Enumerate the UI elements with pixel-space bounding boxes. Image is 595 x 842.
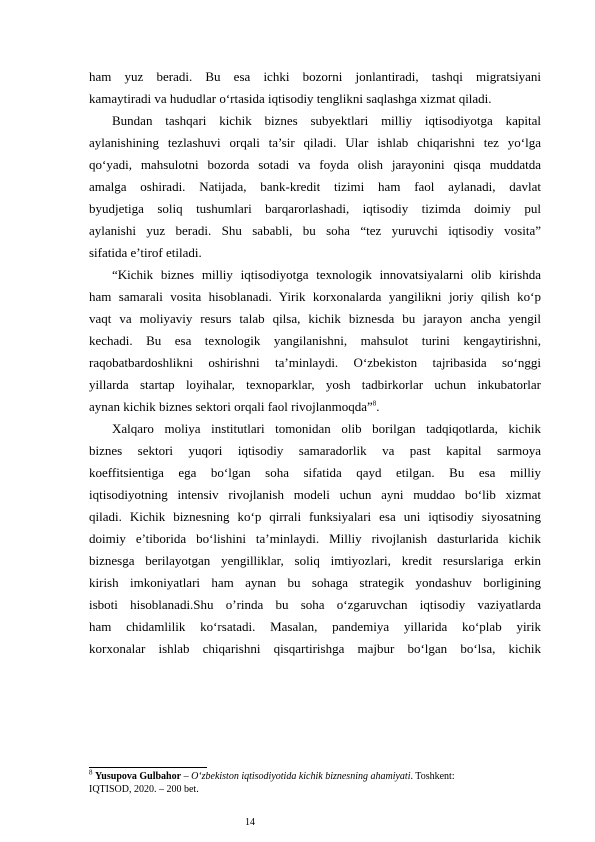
text-line: byudjetiga soliq tushumlari barqarorlashadi, iqtisodiy tizimda doimiy pul xyxy=(89,201,541,216)
text-line: “Kichik biznes milliy iqtisodiyotga texnologik innovatsiyalarni olib kirishda xyxy=(112,267,541,282)
text-line: raqobatbardoshlikni oshirishni ta’minlaydi. O‘zbekiston tajribasida so‘nggi xyxy=(89,355,541,370)
text-line: yillarda startap loyihalar, texnoparklar, yosh tadbirkorlar uchun inkubatorlar xyxy=(89,377,541,392)
text-line: korxonalar ishlab chiqarishni qisqartirishga majbur bo‘lgan bo‘lsa, kichik xyxy=(89,641,541,656)
text-line: ham yuz beradi. Bu esa ichki bozorni jonlantiradi, tashqi migratsiyani xyxy=(89,69,541,84)
text-line: koeffitsientiga ega bo‘lgan soha sifatida qayd etilgan. Bu esa milliy xyxy=(89,465,541,480)
text-line: Xalqaro moliya institutlari tomonidan olib borilgan tadqiqotlarda, kichik xyxy=(112,421,541,436)
text-line: Bundan tashqari kichik biznes subyektlari milliy iqtisodiyotga kapital xyxy=(112,113,541,128)
text-line: qo‘yadi, mahsulotni bozorda sotadi va foyda olish jarayonini qisqa muddatda xyxy=(89,157,541,172)
text-line: kamaytiradi va hududlar o‘rtasida iqtisodiy tenglikni saqlashga xizmat qiladi. xyxy=(89,91,492,106)
text-line: biznesga berilayotgan yengilliklar, soliq imtiyozlari, kredit resurslariga erkin xyxy=(89,553,541,568)
text-line: amalga oshiradi. Natijada, bank-kredit tizimi ham faol aylanadi, davlat xyxy=(89,179,541,194)
footnote-divider xyxy=(89,767,207,768)
text-line: vaqt va moliyaviy resurs talab qilsa, kichik biznesda bu jarayon ancha yengil xyxy=(89,311,541,326)
footnote-publisher: . Toshkent: xyxy=(410,771,455,782)
quote-end-text: aynan kichik biznes sektori orqali faol rivojlanmoqda” xyxy=(89,399,373,414)
footnote-reference[interactable]: 8 xyxy=(372,399,377,408)
text-line: aylanishining tezlashuvi orqali ta’sir qiladi. Ular ishlab chiqarishni tez yo‘lga xyxy=(89,135,541,150)
text-line: aynan kichik biznes sektori orqali faol rivojlanmoqda”$^8$. xyxy=(89,399,380,414)
footnote-dash: – xyxy=(181,771,192,782)
footnote xyxy=(89,770,541,783)
footnote-number: 8 xyxy=(89,768,93,777)
text-line: aylanishi yuz beradi. Shu sababli, bu soha “tez yuruvchi iqtisodiy vosita” xyxy=(89,223,541,238)
footnote-author: Yusupova Gulbahor xyxy=(95,771,182,782)
text-line: biznes sektori yuqori iqtisodiy samaradorlik va past kapital sarmoya xyxy=(89,443,541,458)
text-line: isboti hisoblanadi.Shu o’rinda bu soha o‘zgaruvchan iqtisodiy vaziyatlarda xyxy=(89,597,541,612)
text-line: kechadi. Bu esa texnologik yangilanishni, mahsulot turini kengaytirishni, xyxy=(89,333,541,348)
text-line: doimiy e’tiborida bo‘lishini ta’minlaydi. Milliy rivojlanish dasturlarida kichik xyxy=(89,531,541,546)
text-line: qiladi. Kichik biznesning ko‘p qirrali funksiyalari esa uni iqtisodiy siyosatning xyxy=(89,509,541,524)
text-line: sifatida e’tirof etiladi. xyxy=(89,245,202,260)
page-number: 14 xyxy=(245,817,255,828)
text-line: iqtisodiyotning intensiv rivojlanish modeli uchun ayni muddao bo‘lib xizmat xyxy=(89,487,541,502)
text-line: ham samarali vosita hisoblanadi. Yirik korxonalarda yangilikni joriy qilish ko‘p xyxy=(89,289,541,304)
footnote-line-2: IQTISOD, 2020. – 200 bet. xyxy=(89,784,199,795)
footnote-title: O‘zbekiston iqtisodiyotida kichik biznesning ahamiyati xyxy=(191,771,411,782)
text-line: kirish imkoniyatlari ham aynan bu sohaga strategik yondashuv borligining xyxy=(89,575,541,590)
text-line: ham chidamlilik ko‘rsatadi. Masalan, pandemiya yillarida ko‘plab yirik xyxy=(89,619,541,634)
